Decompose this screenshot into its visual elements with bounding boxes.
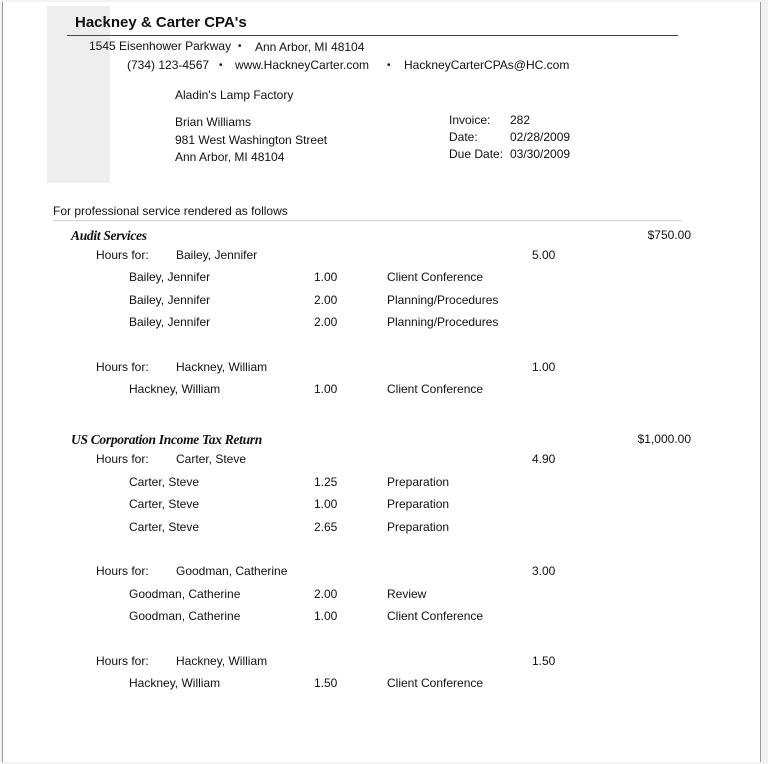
hours-for-label: Hours for:: [96, 564, 149, 578]
invoice-due-value: 03/30/2009: [510, 147, 571, 161]
firm-name: Hackney & Carter CPA's: [75, 14, 247, 31]
hours-for-label: Hours for:: [96, 360, 149, 374]
firm-phone: (734) 123-4567: [127, 58, 210, 72]
separator-dot: •: [238, 41, 242, 52]
line-hours: 1.00: [314, 609, 338, 623]
line-description: Client Conference: [387, 676, 484, 690]
line-employee: Hackney, William: [129, 382, 221, 396]
client-city: Ann Arbor, MI 48104: [175, 150, 285, 164]
client-company: Aladin's Lamp Factory: [175, 88, 294, 102]
hours-for-label: Hours for:: [96, 654, 149, 668]
section-title: Audit Services: [71, 228, 147, 243]
client-street: 981 West Washington Street: [175, 133, 328, 147]
firm-street: 1545 Eisenhower Parkway: [89, 39, 232, 53]
line-hours: 1.00: [314, 382, 338, 396]
intro-rule: [53, 220, 682, 221]
firm-website: www.HackneyCarter.com: [235, 58, 370, 72]
line-hours: 2.00: [314, 293, 338, 307]
line-description: Client Conference: [387, 270, 484, 284]
invoice-number-value: 282: [510, 113, 531, 127]
section-title: US Corporation Income Tax Return: [71, 432, 262, 447]
firm-email: HackneyCarterCPAs@HC.com: [404, 58, 570, 72]
line-description: Client Conference: [387, 382, 484, 396]
invoice-date-label: Date:: [449, 130, 478, 144]
line-employee: Carter, Steve: [129, 475, 200, 489]
client-contact: Brian Williams: [175, 115, 252, 129]
header-shade: [47, 6, 110, 183]
section-amount: $750.00: [647, 228, 691, 242]
section-amount: $1,000.00: [637, 432, 691, 446]
group-total-hours: 1.00: [532, 360, 556, 374]
line-employee: Bailey, Jennifer: [129, 293, 211, 307]
line-description: Preparation: [387, 497, 450, 511]
service-intro: For professional service rendered as follows: [53, 204, 288, 218]
line-employee: Hackney, William: [129, 676, 221, 690]
group-total-hours: 1.50: [532, 654, 556, 668]
group-employee-name: Bailey, Jennifer: [176, 248, 258, 262]
line-hours: 2.00: [314, 587, 338, 601]
line-employee: Bailey, Jennifer: [129, 315, 211, 329]
line-employee: Carter, Steve: [129, 520, 200, 534]
line-description: Preparation: [387, 475, 450, 489]
group-total-hours: 4.90: [532, 452, 556, 466]
header-rule: [67, 35, 678, 36]
invoice-date-value: 02/28/2009: [510, 130, 571, 144]
hours-for-label: Hours for:: [96, 452, 149, 466]
line-hours: 1.25: [314, 475, 338, 489]
line-description: Planning/Procedures: [387, 315, 499, 329]
separator-dot: •: [387, 60, 391, 71]
invoice-number-label: Invoice:: [449, 113, 491, 127]
group-total-hours: 3.00: [532, 564, 556, 578]
group-total-hours: 5.00: [532, 248, 556, 262]
group-employee-name: Carter, Steve: [176, 452, 247, 466]
line-description: Planning/Procedures: [387, 293, 499, 307]
invoice-due-label: Due Date:: [449, 147, 504, 161]
line-description: Review: [387, 587, 427, 601]
line-employee: Bailey, Jennifer: [129, 270, 211, 284]
invoice-page: [2, 2, 761, 762]
line-hours: 1.00: [314, 270, 338, 284]
line-description: Preparation: [387, 520, 450, 534]
line-hours: 2.00: [314, 315, 338, 329]
line-hours: 1.50: [314, 676, 338, 690]
line-hours: 2.65: [314, 520, 338, 534]
group-employee-name: Hackney, William: [176, 360, 268, 374]
line-hours: 1.00: [314, 497, 338, 511]
line-employee: Carter, Steve: [129, 497, 200, 511]
hours-for-label: Hours for:: [96, 248, 149, 262]
line-employee: Goodman, Catherine: [129, 609, 241, 623]
separator-dot: •: [219, 60, 223, 71]
group-employee-name: Goodman, Catherine: [176, 564, 288, 578]
firm-city: Ann Arbor, MI 48104: [255, 40, 365, 54]
line-employee: Goodman, Catherine: [129, 587, 241, 601]
group-employee-name: Hackney, William: [176, 654, 268, 668]
line-description: Client Conference: [387, 609, 484, 623]
